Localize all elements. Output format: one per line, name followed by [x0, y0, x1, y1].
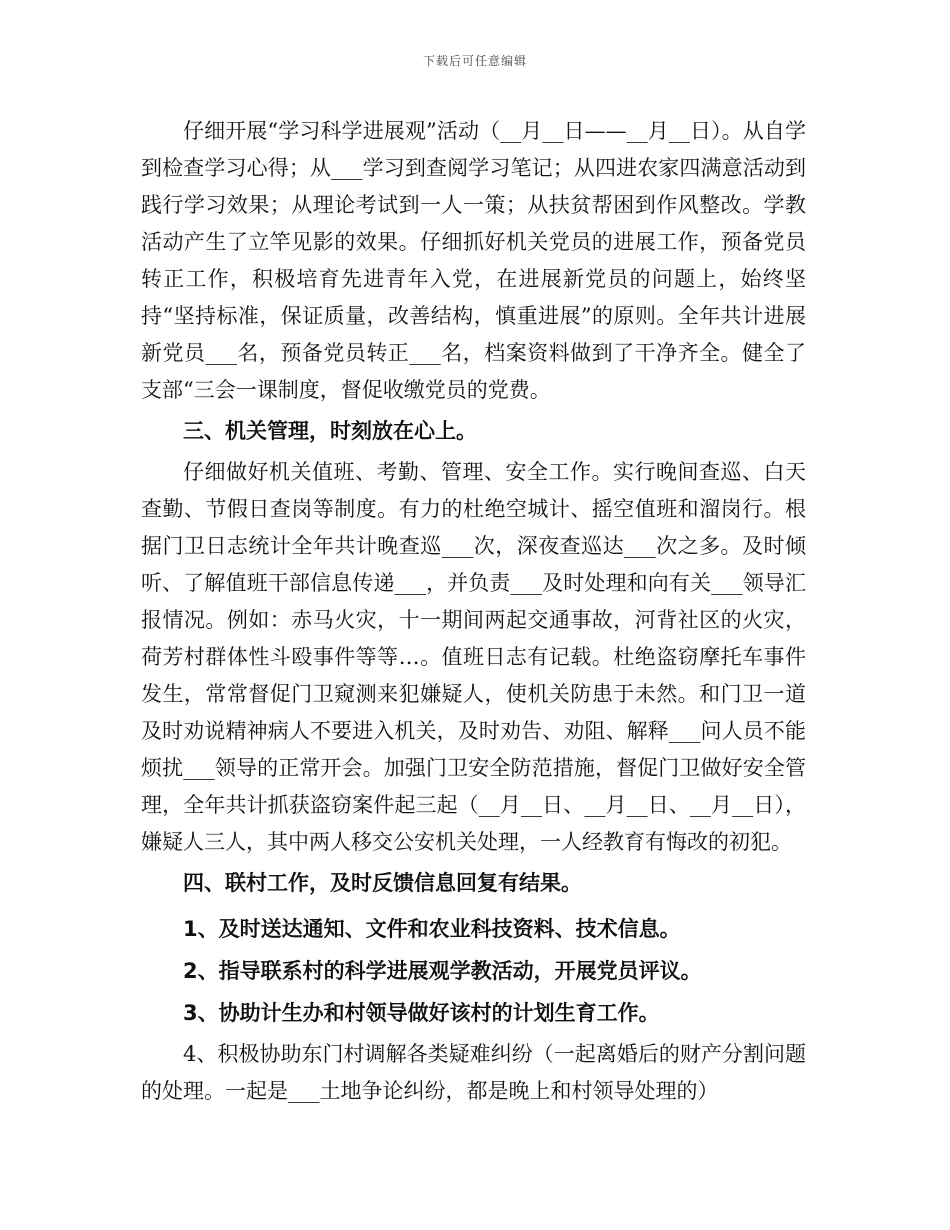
list-item-4: 4、积极协助东门村调解各类疑难纠纷（一起离婚后的财产分割问题的处理。一起是___土地争论纠纷，都是晚上和村领导处理的）	[141, 1042, 806, 1103]
page-header: 下载后可任意编辑	[422, 54, 527, 68]
section-heading-office-management: 三、机关管理，时刻放在心上。	[183, 419, 477, 443]
paragraph-study-activity: 仔细开展“学习科学进展观”活动（__月__日——__月__日）。从自学到检查学习心得；从___学习到查阅学习笔记；从四进农家四满意活动到践行学习效果；从理论考试到一人一策；从扶贫帮困到作风整改。学教活动产生了立竿见影的效果。仔细抓好机关党员的进展工作，预备党员转正工作，积极培育先进青年入党，在进展新党员的问题上，始终坚持“坚持标准，保证质量，改善结构，慎重进展”的原则。全年共计进展新党员___名，预备党员转正___名，档案资料做到了干净齐全。健全了支部“三会一课制度，督促收缴党员的党费。	[141, 119, 806, 402]
paragraph-office-duty: 仔细做好机关值班、考勤、管理、安全工作。实行晚间查巡、白天查勤、节假日查岗等制度。有力的杜绝空城计、摇空值班和溜岗行。根据门卫日志统计全年共计晚查巡___次，深夜查巡达___次之多。及时倾听、了解值班干部信息传递___，并负责___及时处理和向有关___领导汇报情况。例如：赤马火灾，十一期间两起交通事故，河背社区的火灾，荷芳村群体性斗殴事件等等…。值班日志有记载。杜绝盗窃摩托车事件发生，常常督促门卫窥测来犯嫌疑人，使机关防患于未然。和门卫一道及时劝说精神病人不要进入机关，及时劝告、劝阻、解释___问人员不能烦扰___领导的正常开会。加强门卫安全防范措施，督促门卫做好安全管理，全年共计抓获盗窃案件起三起（__月__日、__月__日、__月__日），嫌疑人三人，其中两人移交公安机关处理，一人经教育有悔改的初犯。	[141, 460, 806, 854]
list-item-3: 3、协助计生办和村领导做好该村的计划生育工作。	[183, 1001, 660, 1025]
list-item-2: 2、指导联系村的科学进展观学教活动，开展党员评议。	[183, 959, 702, 983]
list-item-1: 1、及时送达通知、文件和农业科技资料、技术信息。	[183, 917, 681, 941]
document-body	[141, 113, 806, 1110]
section-heading-village-liaison: 四、联村工作，及时反馈信息回复有结果。	[183, 871, 582, 895]
